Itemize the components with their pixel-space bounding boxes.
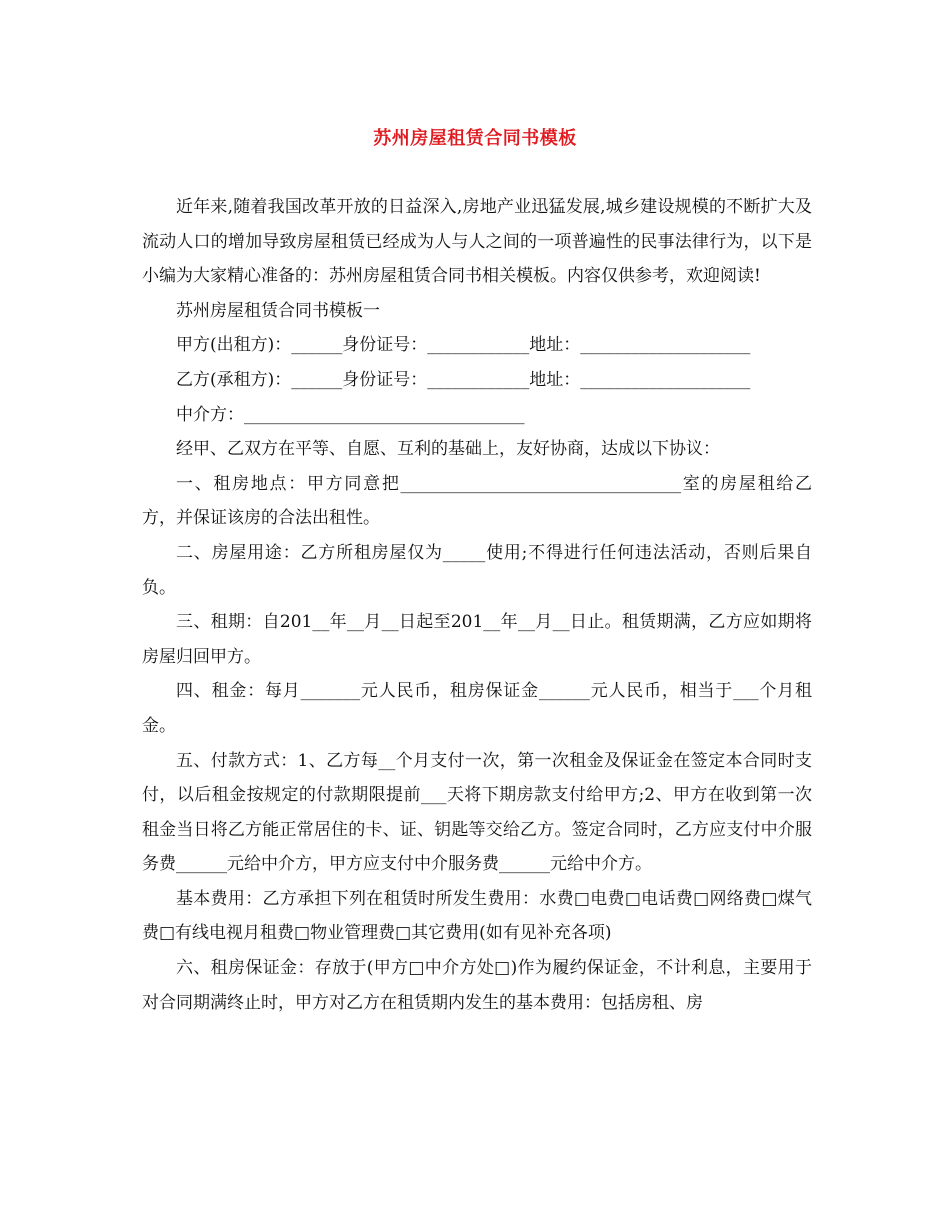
party-b-line: 乙方(承租方)：______身份证号：____________地址：____________________	[176, 369, 751, 390]
agreement-intro: 经甲、乙双方在平等、自愿、互利的基础上，友好协商，达成以下协议：	[176, 439, 720, 460]
intro-paragraph: 近年来,随着我国改革开放的日益深入,房地产业迅猛发展,城乡建设规模的不断扩大及流动人口的增加导致房屋租赁已经成为人与人之间的一项普遍性的民事法律行为，以下是小编为大家精心准备的：苏州房屋租赁合同书相关模板。内容仅供参考，欢迎阅读!	[142, 197, 812, 287]
clause-term: 三、租期：自201__年__月__日起至201__年__月__日止。租赁期满，乙方应如期将房屋归回甲方。	[142, 612, 812, 667]
clause-rent: 四、租金：每月_______元人民币，租房保证金______元人民币，相当于___个月租金。	[142, 681, 812, 736]
template-heading: 苏州房屋租赁合同书模板一	[176, 300, 380, 321]
clause-location: 一、租房地点：甲方同意把_________________________________室的房屋租给乙方，并保证该房的合法出租性。	[142, 473, 812, 529]
document-body	[142, 190, 812, 1020]
party-a-line: 甲方(出租方)：______身份证号：____________地址：____________________	[176, 335, 751, 356]
agent-line: 中介方：_________________________________	[176, 404, 525, 425]
clause-deposit: 六、租房保证金：存放于(甲方□中介方处□)作为履约保证金，不计利息，主要用于对合同期满终止时，甲方对乙方在租赁期内发生的基本费用：包括房租、房	[142, 958, 812, 1013]
clause-payment: 五、付款方式：1、乙方每__个月支付一次，第一次租金及保证金在签定本合同时支付，以后租金按规定的付款期限提前___天将下期房款支付给甲方;2、甲方在收到第一次租金当日将乙方能正常居住的卡、证、钥匙等交给乙方。签定合同时，乙方应支付中介服务费______元给中介方，甲方应支付中介服务费______元给中介方。	[142, 750, 812, 875]
document-title: 苏州房屋租赁合同书模板	[373, 128, 577, 149]
clause-usage: 二、房屋用途：乙方所租房屋仅为_____使用;不得进行任何违法活动，否则后果自负。	[142, 542, 812, 598]
clause-basic-fees: 基本费用：乙方承担下列在租赁时所发生费用：水费□电费□电话费□网络费□煤气费□有线电视月租费□物业管理费□其它费用(如有见补充各项)	[142, 888, 812, 944]
